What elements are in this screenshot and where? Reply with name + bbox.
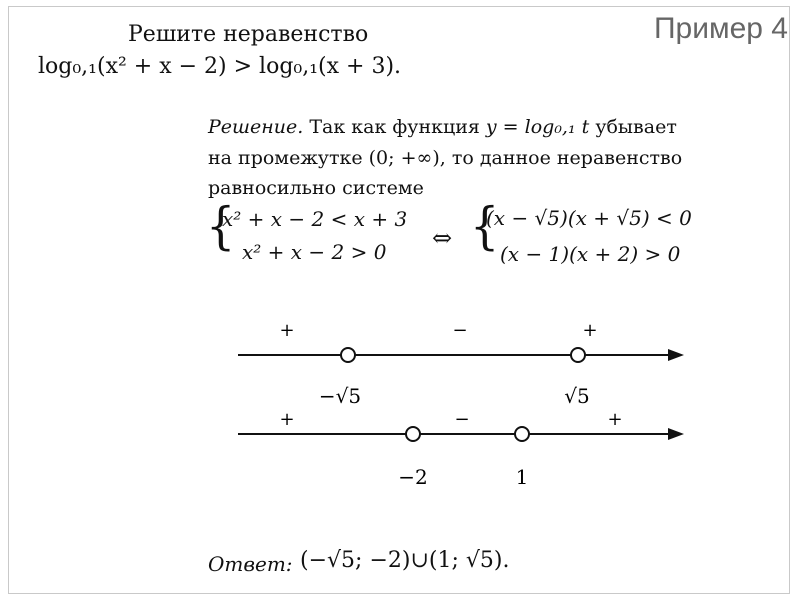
solution-label: Решение. — [208, 116, 304, 138]
right-system-brace-icon: { — [470, 195, 500, 255]
equivalence-symbol: ⇔ — [432, 224, 453, 252]
solution-line-2: на промежутке (0; +∞), то данное неравенство — [208, 147, 683, 169]
task-title: Решите неравенство — [128, 22, 369, 47]
number-line-2-point-label: 1 — [515, 465, 529, 489]
number-line-1-open-point — [341, 348, 355, 362]
number-line-2-open-point — [406, 427, 420, 441]
answer-value: (−√5; −2)∪(1; √5). — [300, 548, 510, 573]
number-line-1-point-label: −√5 — [318, 384, 362, 408]
system-left-inequality-2: x² + x − 2 > 0 — [242, 240, 387, 264]
number-line-1-sign: + — [279, 320, 295, 341]
system-right-inequality-2: (x − 1)(x + 2) > 0 — [500, 242, 681, 266]
number-line-2-sign: + — [607, 409, 623, 430]
answer-label: Ответ: — [208, 552, 293, 576]
solution-text-1: Так как функция — [309, 116, 480, 138]
number-line-1-arrow-icon — [668, 349, 684, 361]
slide-title-badge: Пример 4 — [653, 12, 788, 45]
number-line-2-arrow-icon — [668, 428, 684, 440]
number-line-2-open-point — [515, 427, 529, 441]
number-line-1-point-label: √5 — [564, 384, 590, 408]
number-line-1-open-point — [571, 348, 585, 362]
number-line-2-sign: − — [454, 409, 470, 430]
number-line-1-sign: − — [452, 320, 468, 341]
solution-function-formula: y = log₀,₁ t — [485, 116, 590, 138]
task-inequality: log₀,₁(x² + x − 2) > log₀,₁(x + 3). — [38, 54, 402, 79]
number-line-2-sign: + — [279, 409, 295, 430]
left-system-brace-icon: { — [206, 195, 236, 255]
solution-text-1-end: убывает — [595, 116, 677, 138]
system-right-inequality-1: (x − √5)(x + √5) < 0 — [486, 206, 692, 230]
number-line-2-point-label: −2 — [398, 465, 428, 489]
system-left-inequality-1: x² + x − 2 < x + 3 — [222, 207, 408, 231]
number-line-1-sign: + — [582, 320, 598, 341]
solution-line-3: равносильно системе — [208, 177, 424, 199]
